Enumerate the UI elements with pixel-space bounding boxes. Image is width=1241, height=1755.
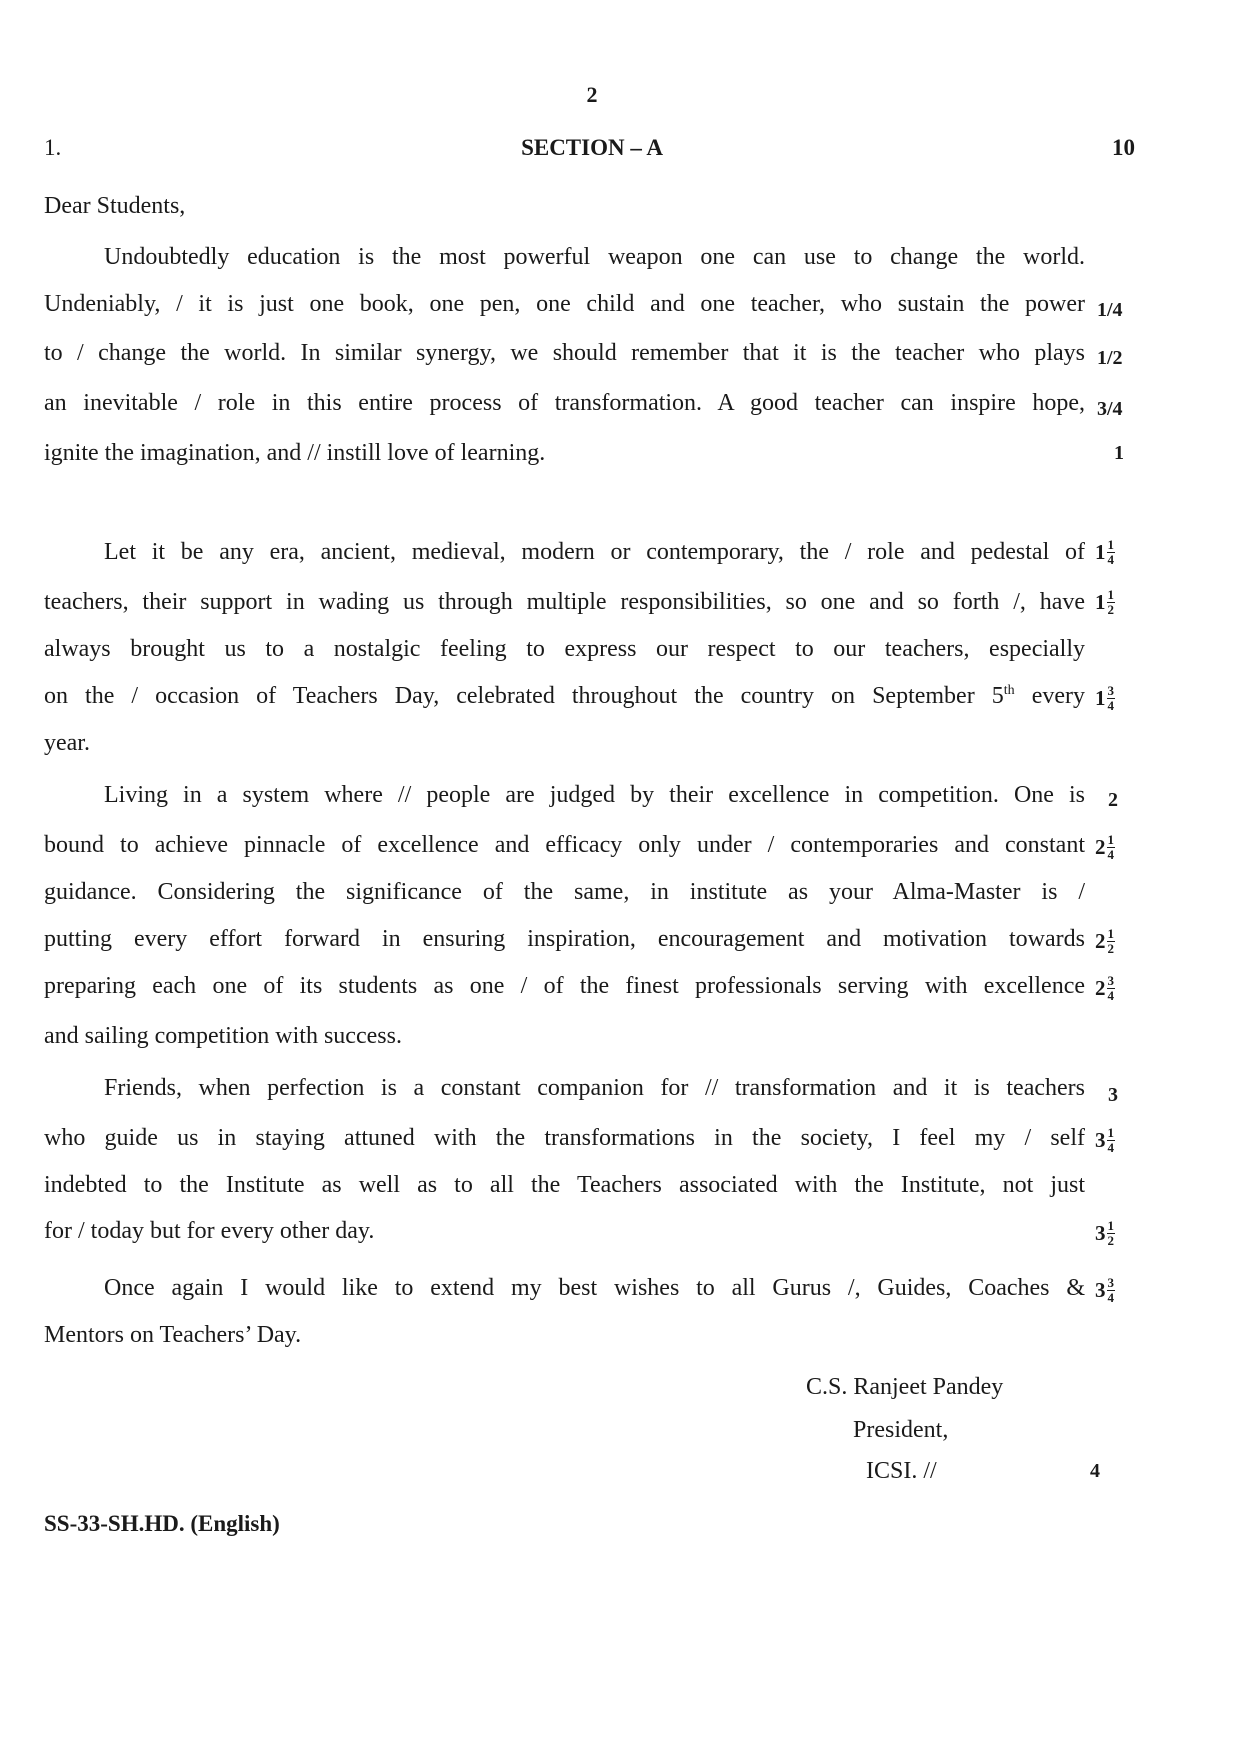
margin-mark-mixed	[1095, 927, 1115, 956]
text-line: Mentors on Teachers’ Day.	[44, 1322, 302, 1348]
mark-numerator: 3	[1107, 1275, 1114, 1290]
section-title: SECTION – A	[521, 135, 663, 160]
mark-numerator: 1	[1107, 1125, 1114, 1140]
mark-denominator: 4	[1107, 988, 1114, 1003]
mark-fraction	[1107, 927, 1116, 956]
mark-fraction	[1107, 1219, 1116, 1248]
mark-fraction	[1107, 1126, 1116, 1155]
text-line: an inevitable / role in this entire process of transformation. A good teacher can inspire hope,	[44, 390, 1085, 416]
mark-whole: 3	[1095, 1221, 1106, 1245]
text-line: Once again I would like to extend my best wishes to all Gurus /, Guides, Coaches &	[104, 1275, 1085, 1301]
text-line: Friends, when perfection is a constant companion for // transformation and it is teachers	[104, 1075, 1085, 1101]
signature-name: C.S. Ranjeet Pandey	[806, 1374, 1004, 1400]
mark-numerator: 1	[1107, 832, 1114, 847]
text-line: preparing each one of its students as one / of the finest professionals serving with excellence	[44, 973, 1085, 999]
text-line: Let it be any era, ancient, medieval, modern or contemporary, the / role and pedestal of	[104, 539, 1085, 565]
mark-numerator: 1	[1107, 537, 1114, 552]
text-line: Undoubtedly education is the most powerful weapon one can use to change the world.	[104, 244, 1085, 270]
text-line	[44, 683, 1085, 710]
text-line: who guide us in staying attuned with the transformations in the society, I feel my / self	[44, 1125, 1085, 1151]
margin-mark-mixed	[1095, 1219, 1115, 1248]
margin-mark: 1/4	[1097, 299, 1123, 321]
mark-whole: 1	[1095, 686, 1106, 710]
mark-whole: 3	[1095, 1128, 1106, 1152]
mark-whole: 2	[1095, 835, 1106, 859]
mark-numerator: 3	[1107, 683, 1114, 698]
sept-text: on the / occasion of Teachers Day, celebrated throughout the country on September 5	[44, 683, 1004, 709]
mark-fraction	[1107, 588, 1116, 617]
page-number: 2	[586, 82, 598, 107]
margin-mark: 1	[1114, 442, 1124, 464]
mark-denominator: 4	[1107, 847, 1114, 862]
text-line: Living in a system where // people are judged by their excellence in competition. One is	[104, 782, 1085, 808]
margin-mark-mixed	[1095, 538, 1115, 567]
margin-mark: 1/2	[1097, 347, 1123, 369]
mark-whole: 2	[1095, 929, 1106, 953]
mark-numerator: 1	[1107, 1218, 1114, 1233]
margin-mark-mixed	[1095, 833, 1115, 862]
paper-code: SS-33-SH.HD. (English)	[44, 1511, 280, 1536]
sept-text-tail: every	[1014, 683, 1086, 709]
mark-fraction	[1107, 684, 1116, 713]
signature-title: President,	[853, 1417, 949, 1443]
text-line: and sailing competition with success.	[44, 1023, 402, 1049]
mark-numerator: 1	[1107, 926, 1114, 941]
mark-denominator: 4	[1107, 552, 1114, 567]
mark-whole: 3	[1095, 1278, 1106, 1302]
mark-whole: 1	[1095, 540, 1106, 564]
margin-mark-mixed	[1095, 1276, 1115, 1305]
text-line: ignite the imagination, and // instill love of learning.	[44, 440, 546, 466]
mark-denominator: 2	[1107, 602, 1114, 617]
mark-fraction	[1107, 833, 1116, 862]
margin-mark: 4	[1090, 1460, 1100, 1482]
salutation: Dear Students,	[44, 193, 186, 219]
mark-fraction	[1107, 1276, 1116, 1305]
text-line: putting every effort forward in ensuring inspiration, encouragement and motivation towards	[44, 926, 1085, 952]
mark-denominator: 2	[1107, 941, 1114, 956]
margin-mark-mixed	[1095, 1126, 1115, 1155]
mark-numerator: 3	[1107, 973, 1114, 988]
margin-mark-mixed	[1095, 588, 1115, 617]
text-line: Undeniably, / it is just one book, one pen, one child and one teacher, who sustain the power	[44, 291, 1085, 317]
mark-whole: 1	[1095, 590, 1106, 614]
mark-denominator: 2	[1107, 1233, 1114, 1248]
question-number: 1.	[44, 135, 62, 160]
mark-fraction	[1107, 538, 1116, 567]
margin-mark: 3	[1108, 1084, 1118, 1106]
margin-mark-mixed	[1095, 684, 1115, 713]
margin-mark: 2	[1108, 789, 1118, 811]
mark-fraction	[1107, 974, 1116, 1003]
section-marks: 10	[1112, 135, 1135, 160]
mark-denominator: 4	[1107, 1140, 1114, 1155]
text-line: always brought us to a nostalgic feeling to express our respect to our teachers, especially	[44, 636, 1085, 662]
text-line: for / today but for every other day.	[44, 1218, 375, 1244]
text-line: teachers, their support in wading us through multiple responsibilities, so one and so forth /, have	[44, 589, 1085, 615]
text-line: indebted to the Institute as well as to all the Teachers associated with the Institute, not just	[44, 1172, 1085, 1198]
mark-numerator: 1	[1107, 587, 1114, 602]
text-line: year.	[44, 730, 90, 756]
ordinal-suffix: th	[1003, 683, 1015, 698]
mark-denominator: 4	[1107, 1290, 1114, 1305]
margin-mark: 3/4	[1097, 398, 1123, 420]
mark-denominator: 4	[1107, 698, 1114, 713]
mark-whole: 2	[1095, 976, 1106, 1000]
signature-org: ICSI. //	[866, 1458, 937, 1484]
text-line: to / change the world. In similar synergy, we should remember that it is the teacher who plays	[44, 340, 1085, 366]
text-line: guidance. Considering the significance of the same, in institute as your Alma-Master is /	[44, 879, 1085, 905]
margin-mark-mixed	[1095, 974, 1115, 1003]
text-line: bound to achieve pinnacle of excellence and efficacy only under / contemporaries and constant	[44, 832, 1085, 858]
